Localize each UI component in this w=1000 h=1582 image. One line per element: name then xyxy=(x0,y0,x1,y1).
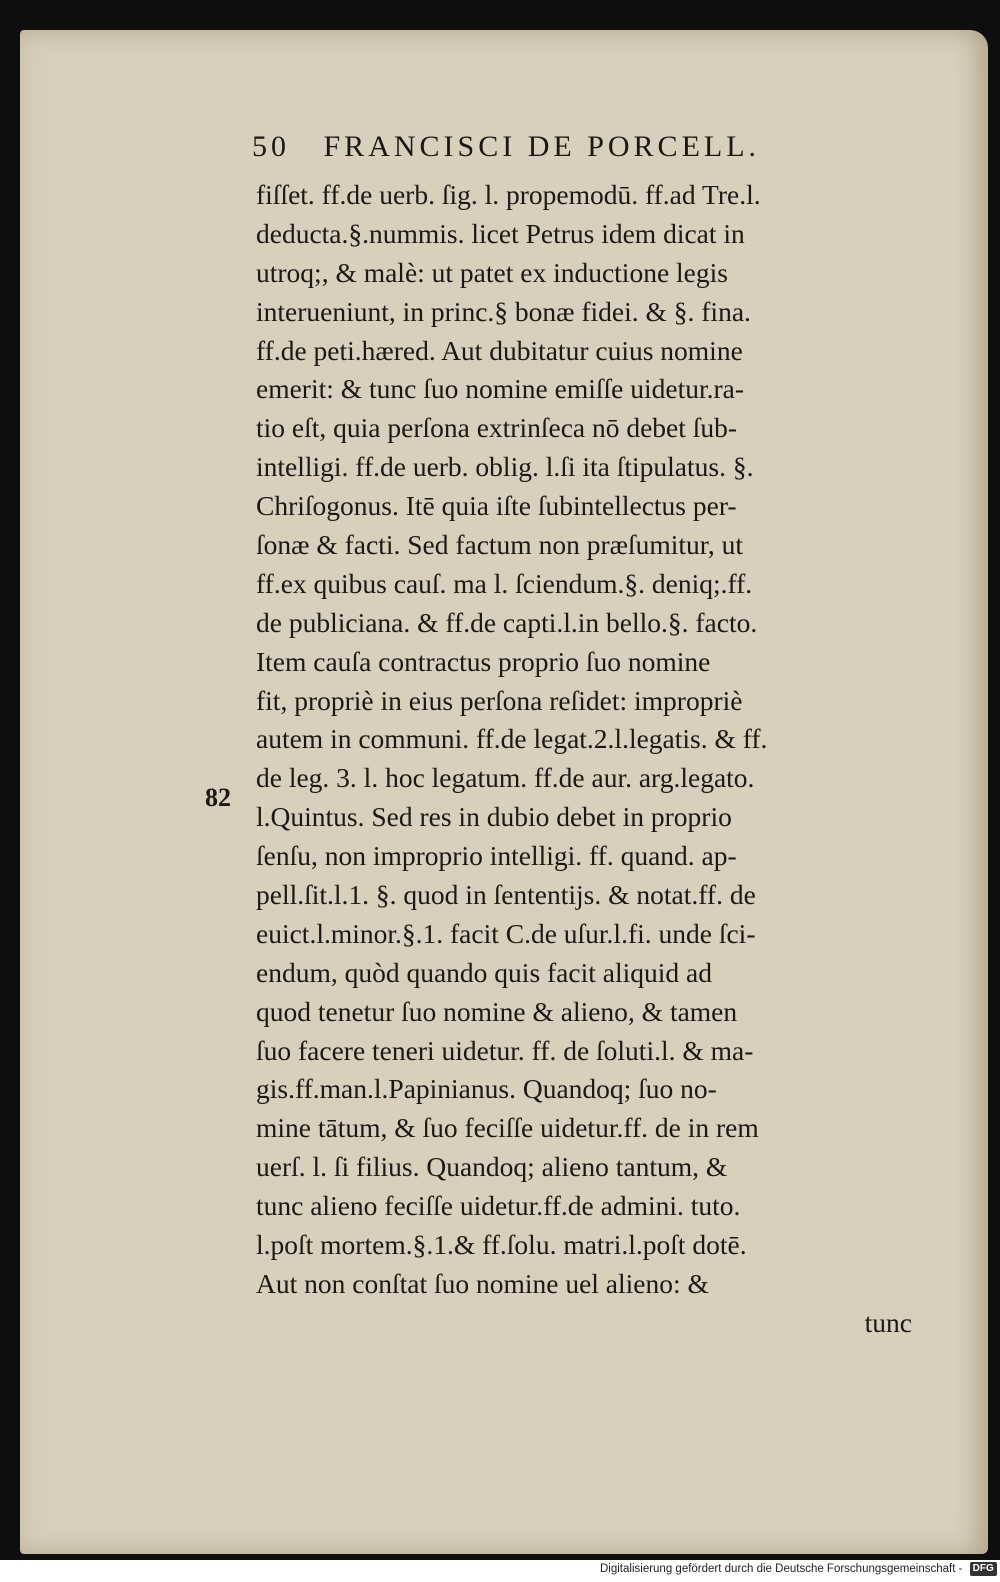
text-line: pell.ſit.l.1. §. quod in ſententijs. & notat.ff. de xyxy=(256,879,756,911)
text-line: tunc alieno feciſſe uidetur.ff.de admini. tuto. xyxy=(256,1190,741,1222)
text-line: euict.l.minor.§.1. facit C.de uſur.l.fi. unde ſci- xyxy=(256,917,756,949)
text-line: fit, propriè in eius perſona reſidet: impropriè xyxy=(256,684,743,716)
text-line: mine tātum, & ſuo feciſſe uidetur.ff. de in rem xyxy=(256,1112,759,1144)
text-line: tio eſt, quia perſona extrinſeca nō debet ſub- xyxy=(256,412,738,444)
text-line: intelligi. ff.de uerb. oblig. l.ſi ita ſtipulatus. §. xyxy=(256,451,754,483)
text-line: emerit: & tunc ſuo nomine emiſſe uidetur.ra- xyxy=(256,373,744,405)
text-line: gis.ff.man.l.Papinianus. Quandoq; ſuo no- xyxy=(256,1073,717,1105)
dfg-logo-icon: DFG xyxy=(970,1562,997,1576)
page-number: 50 xyxy=(252,130,290,163)
text-line: ff.ex quibus cauſ. ma l. ſciendum.§. deniq;.ff. xyxy=(256,567,753,599)
running-header xyxy=(252,130,892,174)
text-line: ſonæ & facti. Sed factum non præſumitur, ut xyxy=(256,529,743,561)
text-line: autem in communi. ff.de legat.2.l.legatis. & ff. xyxy=(256,723,768,755)
text-line: de leg. 3. l. hoc legatum. ff.de aur. arg.legato. xyxy=(256,762,755,794)
text-line: quod tenetur ſuo nomine & alieno, & tamen xyxy=(256,995,738,1027)
text-line: fiſſet. ff.de uerb. ſig. l. propemodū. ff.ad Tre.l. xyxy=(256,179,761,210)
body-text xyxy=(256,176,916,1343)
text-line: Aut non conſtat ſuo nomine uel alieno: & xyxy=(256,1267,709,1299)
text-line: Item cauſa contractus proprio ſuo nomine xyxy=(256,645,711,677)
text-line: ſuo facere teneri uidetur. ff. de ſoluti.l. & ma- xyxy=(256,1034,754,1066)
text-line: ſenſu, non improprio intelligi. ff. quand. ap- xyxy=(256,840,737,872)
text-line: l.poſt mortem.§.1.& ff.ſolu. matri.l.poſt dotē. xyxy=(256,1229,747,1261)
digitization-footer xyxy=(600,1562,995,1580)
marginal-note: 82 xyxy=(205,783,231,812)
catchword: tunc xyxy=(864,1306,912,1338)
text-line: de publiciana. & ff.de capti.l.in bello.§. facto. xyxy=(256,606,758,638)
running-title: FRANCISCI DE PORCELL. xyxy=(323,130,761,163)
text-line: ff.de peti.hæred. Aut dubitatur cuius nomine xyxy=(256,334,743,366)
text-line: l.Quintus. Sed res in dubio debet in proprio xyxy=(256,801,732,833)
text-line: endum, quòd quando quis facit aliquid ad xyxy=(256,956,712,988)
text-line: Chriſogonus. Itē quia iſte ſubintellectus per- xyxy=(256,490,737,522)
footer-text: Digitalisierung gefördert durch die Deutsche Forschungsgemeinschaft - xyxy=(600,1563,963,1576)
text-line: uerſ. l. ſi filius. Quandoq; alieno tantum, & xyxy=(256,1151,728,1183)
text-line: utroq;, & malè: ut patet ex inductione legis xyxy=(256,256,728,288)
text-line: deducta.§.nummis. licet Petrus idem dicat in xyxy=(256,217,745,249)
text-line: interueniunt, in princ.§ bonæ fidei. & §. fina. xyxy=(256,295,751,327)
